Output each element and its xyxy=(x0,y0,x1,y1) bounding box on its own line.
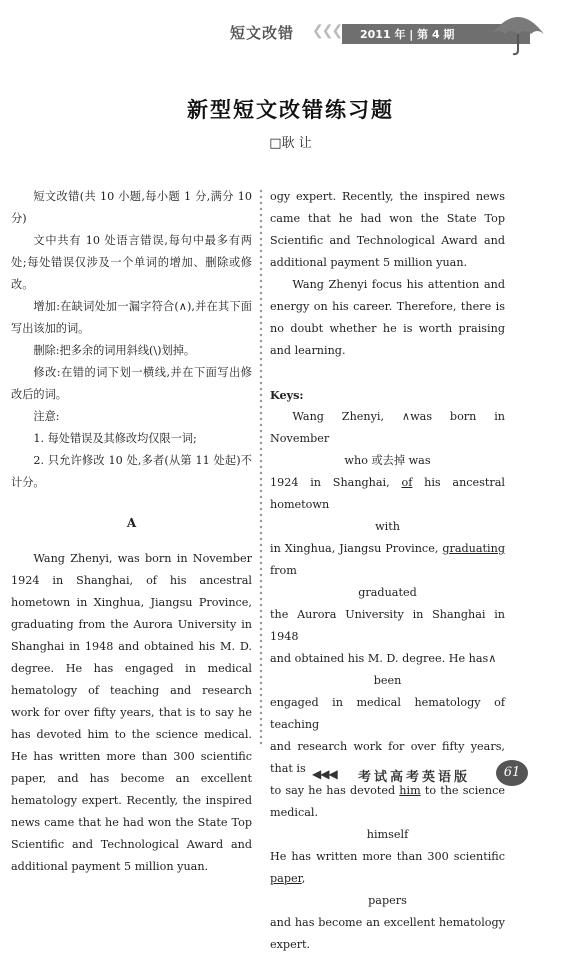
note-1: 1. 每处错误及其修改均仅限一词; xyxy=(33,432,197,445)
key-line: and research work for over fifty years, that is xyxy=(270,740,505,775)
footer-brand: 考试高考英语版 xyxy=(358,770,471,785)
key-correction: himself xyxy=(366,828,409,841)
section-brand: 短文改错 xyxy=(230,24,295,42)
arrow-left-icon: ◀◀◀ xyxy=(312,767,337,781)
key-error-word: paper xyxy=(270,872,302,885)
key-correction: papers xyxy=(368,894,407,907)
key-text: his ancestral hometown xyxy=(270,476,506,511)
key-correction: graduated xyxy=(358,586,417,599)
issue-label: 2011 年 | 第 4 期 xyxy=(360,28,455,41)
page-title: 新型短文改错练习题 xyxy=(187,98,394,122)
instruction-add: 增加:在缺词处加一漏字符合(∧),并在其下面写出该加的词。 xyxy=(11,300,252,335)
key-line: Wang Zhenyi, ∧was born in November xyxy=(270,410,505,445)
key-error-word: graduating xyxy=(442,542,505,555)
key-error-word: of xyxy=(401,476,413,489)
note-2: 2. 只允许修改 10 处,多者(从第 11 处起)不计分。 xyxy=(11,454,252,489)
section-label: A xyxy=(126,516,137,530)
instruction-heading: 短文改错(共 10 小题,每小题 1 分,满分 10 分) xyxy=(11,190,252,225)
key-text: to say he has devoted xyxy=(270,784,400,797)
key-line xyxy=(270,472,505,516)
instruction-text: 文中共有 10 处语言错误,每句中最多有两处;每处错误仅涉及一个单词的增加、删除或修改。 xyxy=(11,234,252,291)
key-correction: with xyxy=(375,520,400,533)
chevron-icon: ❮❮❮ xyxy=(312,23,342,39)
keys-label: Keys: xyxy=(270,388,304,402)
author-line: □耿 让 xyxy=(269,136,312,151)
left-column xyxy=(11,186,252,873)
column-divider xyxy=(259,188,263,748)
page-number: 61 xyxy=(496,760,528,786)
key-correction: been xyxy=(373,674,402,687)
key-line: engaged in medical hematology of teaching xyxy=(270,696,505,731)
key-text: , xyxy=(301,872,306,885)
key-line: and has become an excellent hematology expert. xyxy=(270,916,505,951)
key-line xyxy=(270,846,505,890)
key-line: the Aurora University in Shanghai in 1948 xyxy=(270,608,505,643)
passage-paragraph-1: Wang Zhenyi, was born in November 1924 in Shanghai, of his ancestral hometown in Xinghua, Jiangsu Province, graduating from the Aurora University in Shanghai in 1948 and obtained his M. D. degree. He has engaged in medical hematology of teaching and research work for over fifty years, that is to say he has devoted him to the science medical. He has written more than 300 scientific paper, and has become an excellent hematology expert. Recently, the inspired news came that he had won the State Top Scientific and Technological Award and additional payment 5 million yuan. xyxy=(11,552,252,873)
key-line: and obtained his M. D. degree. He has∧ xyxy=(270,652,497,665)
key-text: to the science medical. xyxy=(270,784,505,819)
passage-paragraph-2: Wang Zhenyi focus his attention and energy on his career. Therefore, there is no doubt whether he is worth praising and learning. xyxy=(270,278,505,357)
key-line xyxy=(270,538,505,582)
key-text: 1924 in Shanghai, xyxy=(270,476,402,489)
instruction-modify: 修改:在错的词下划一横线,并在下面写出修改后的词。 xyxy=(11,366,252,401)
umbrella-icon xyxy=(488,6,548,58)
key-text: He has written more than 300 scientific xyxy=(270,850,505,863)
passage-paragraph-1-continued: ogy expert. Recently, the inspired news came that he had won the State Top Scientific and Technological Award and additional payment 5 million yuan. xyxy=(270,190,505,269)
instruction-delete: 删除:把多余的词用斜线(\)划掉。 xyxy=(33,344,196,357)
key-text: in Xinghua, Jiangsu Province, xyxy=(270,542,443,555)
right-column xyxy=(270,186,505,956)
keys-list xyxy=(270,406,505,956)
key-error-word: him xyxy=(399,784,421,797)
page-footer xyxy=(300,760,530,790)
notes-label: 注意: xyxy=(33,410,60,423)
key-correction: who 或去掉 was xyxy=(344,454,431,467)
page-header xyxy=(230,18,530,50)
key-text: from xyxy=(270,564,297,577)
